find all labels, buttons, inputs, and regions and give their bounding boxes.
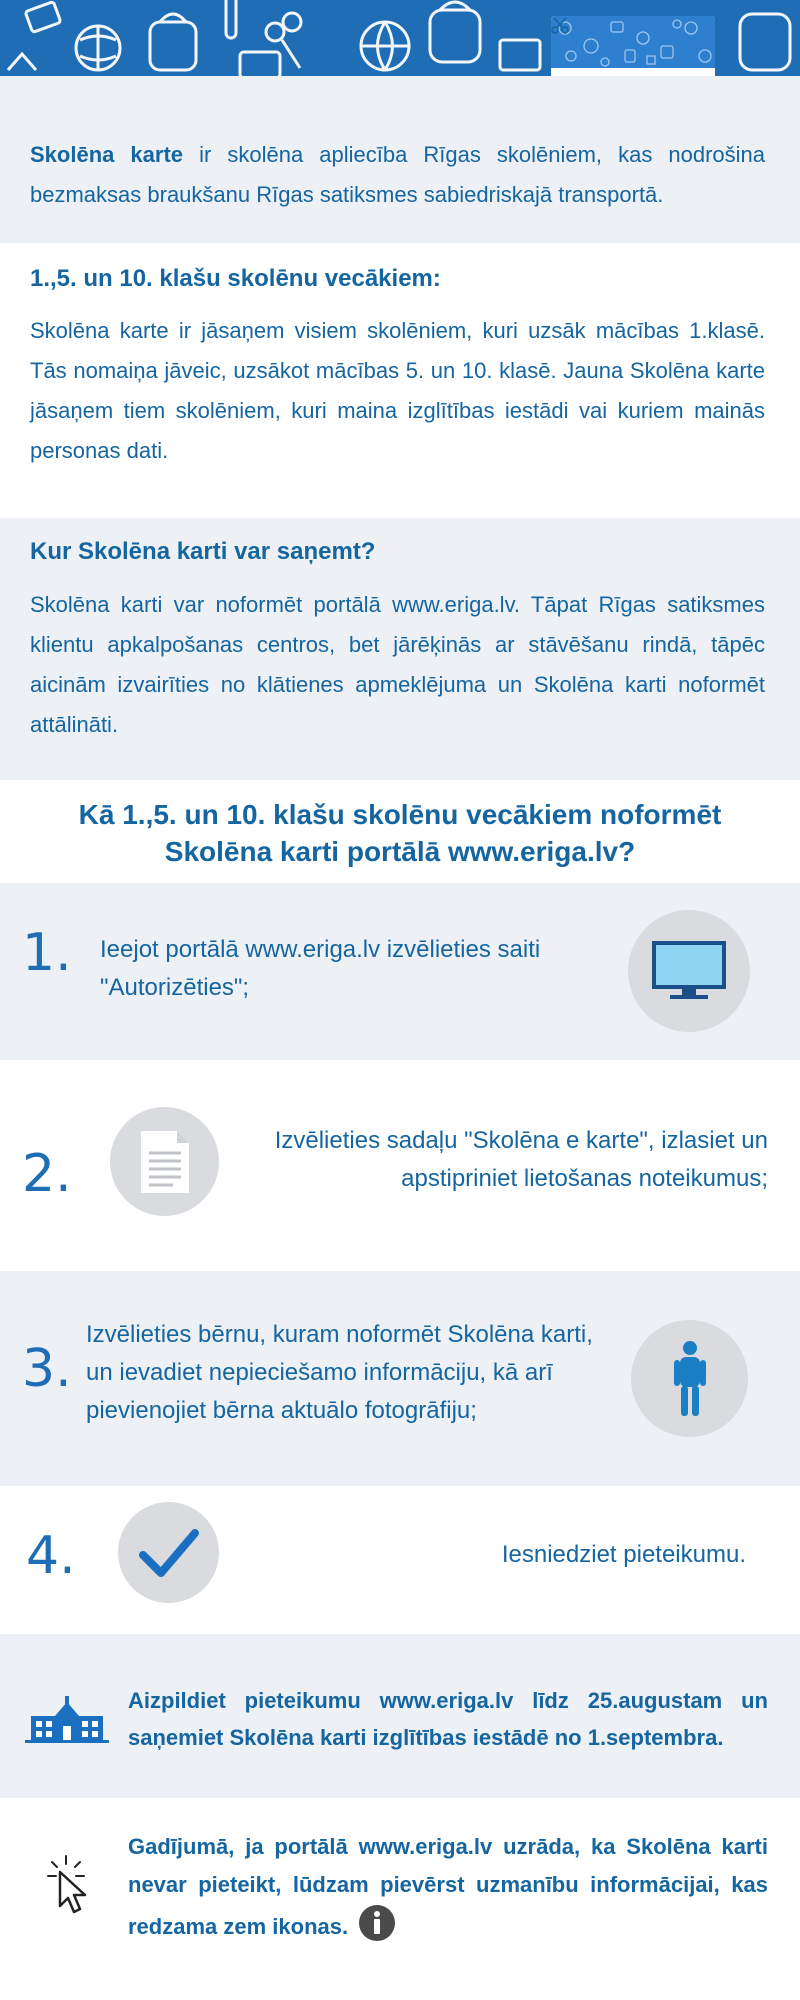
- step-number: 4.: [26, 1526, 76, 1586]
- step-3: [0, 1271, 800, 1486]
- scissors-icon: [551, 16, 569, 34]
- parents-section: [0, 243, 800, 518]
- intro-text: ir skolēna apliecība Rīgas skolēniem, kas nodrošina bezmaksas braukšanu Rīgas satiksmes sabiedriskajā transportā.: [30, 142, 766, 207]
- where-paragraph: Skolēna karti var noformēt portālā www.eriga.lv. Tāpat Rīgas satiksmes klientu apkalpošanas centros, bet jārēķinās ar stāvēšanu rindā, tāpēc aicinām izvairīties no klātienes apmeklējuma un Skolēna karti noformēt attālināti.: [30, 592, 765, 737]
- intro-paragraph: [30, 135, 765, 215]
- step-text: Izvēlieties bērnu, kuram noformēt Skolēna karti, un ievadiet nepieciešamo informāciju, kā arī pievienojiet bērna aktuālo fotogrāfiju;: [86, 1321, 593, 1424]
- school-icon: [25, 1694, 109, 1744]
- step-2: [0, 1060, 800, 1271]
- howto-heading-line1: Kā 1.,5. un 10. klašu skolēnu vecākiem noformēt: [78, 799, 722, 830]
- step-icon-circle: [631, 1320, 748, 1437]
- student-icon: [673, 1340, 707, 1418]
- card-pattern: [551, 16, 715, 68]
- step-text: Ieejot portālā www.eriga.lv izvēlieties saiti "Autorizēties";: [100, 936, 541, 1001]
- notice-paragraph: [128, 1828, 768, 1946]
- intro-section: [0, 76, 800, 243]
- howto-heading: [0, 796, 800, 870]
- step-number: 3.: [22, 1339, 72, 1399]
- howto-section: [0, 780, 800, 883]
- info-icon: [358, 1904, 396, 1942]
- step-number: 1.: [22, 923, 72, 983]
- document-icon: [139, 1129, 191, 1195]
- step-icon-circle: [118, 1502, 219, 1603]
- step-4: [0, 1486, 800, 1634]
- step-text: Iesniedziet pieteikumu.: [501, 1541, 746, 1568]
- header-banner: [0, 0, 800, 76]
- step-icon-circle: [628, 910, 750, 1032]
- step-icon-circle: [110, 1107, 219, 1216]
- where-heading: Kur Skolēna karti var saņemt?: [30, 538, 376, 565]
- checkmark-icon: [139, 1527, 199, 1579]
- deadline-text: Aizpildiet pieteikumu www.eriga.lv līdz 25.augustam un saņemiet Skolēna karti izglītības iestādē no 1.septembra.: [128, 1688, 768, 1750]
- notice-section: [0, 1798, 800, 2000]
- parents-heading: 1.,5. un 10. klašu skolēnu vecākiem:: [30, 265, 441, 292]
- notice-text: Gadījumā, ja portālā www.eriga.lv uzrāda, ka Skolēna karti nevar pieteikt, lūdzam pievērst uzmanību informācijai, kas redzama zem ikonas.: [128, 1834, 768, 1939]
- cursor-click-icon: [46, 1854, 94, 1916]
- monitor-icon: [652, 941, 726, 1001]
- step-1: [0, 883, 800, 1060]
- deadline-section: [0, 1634, 800, 1798]
- step-text: Izvēlieties sadaļu "Skolēna e karte", izlasiet un apstipriniet lietošanas noteikumus;: [274, 1127, 768, 1192]
- parents-paragraph: Skolēna karte ir jāsaņem visiem skolēniem, kuri uzsāk mācības 1.klasē. Tās nomaiņa jāveic, uzsākot mācības 5. un 10. klasē. Jauna Skolēna karte jāsaņem tiem skolēniem, kuri maina izglītības iestādi vai kuriem mainās personas dati.: [30, 318, 765, 463]
- intro-strong: Skolēna karte: [30, 142, 184, 167]
- howto-heading-line2: Skolēna karti portālā www.eriga.lv?: [164, 836, 636, 867]
- step-number: 2.: [22, 1144, 72, 1204]
- where-section: [0, 518, 800, 780]
